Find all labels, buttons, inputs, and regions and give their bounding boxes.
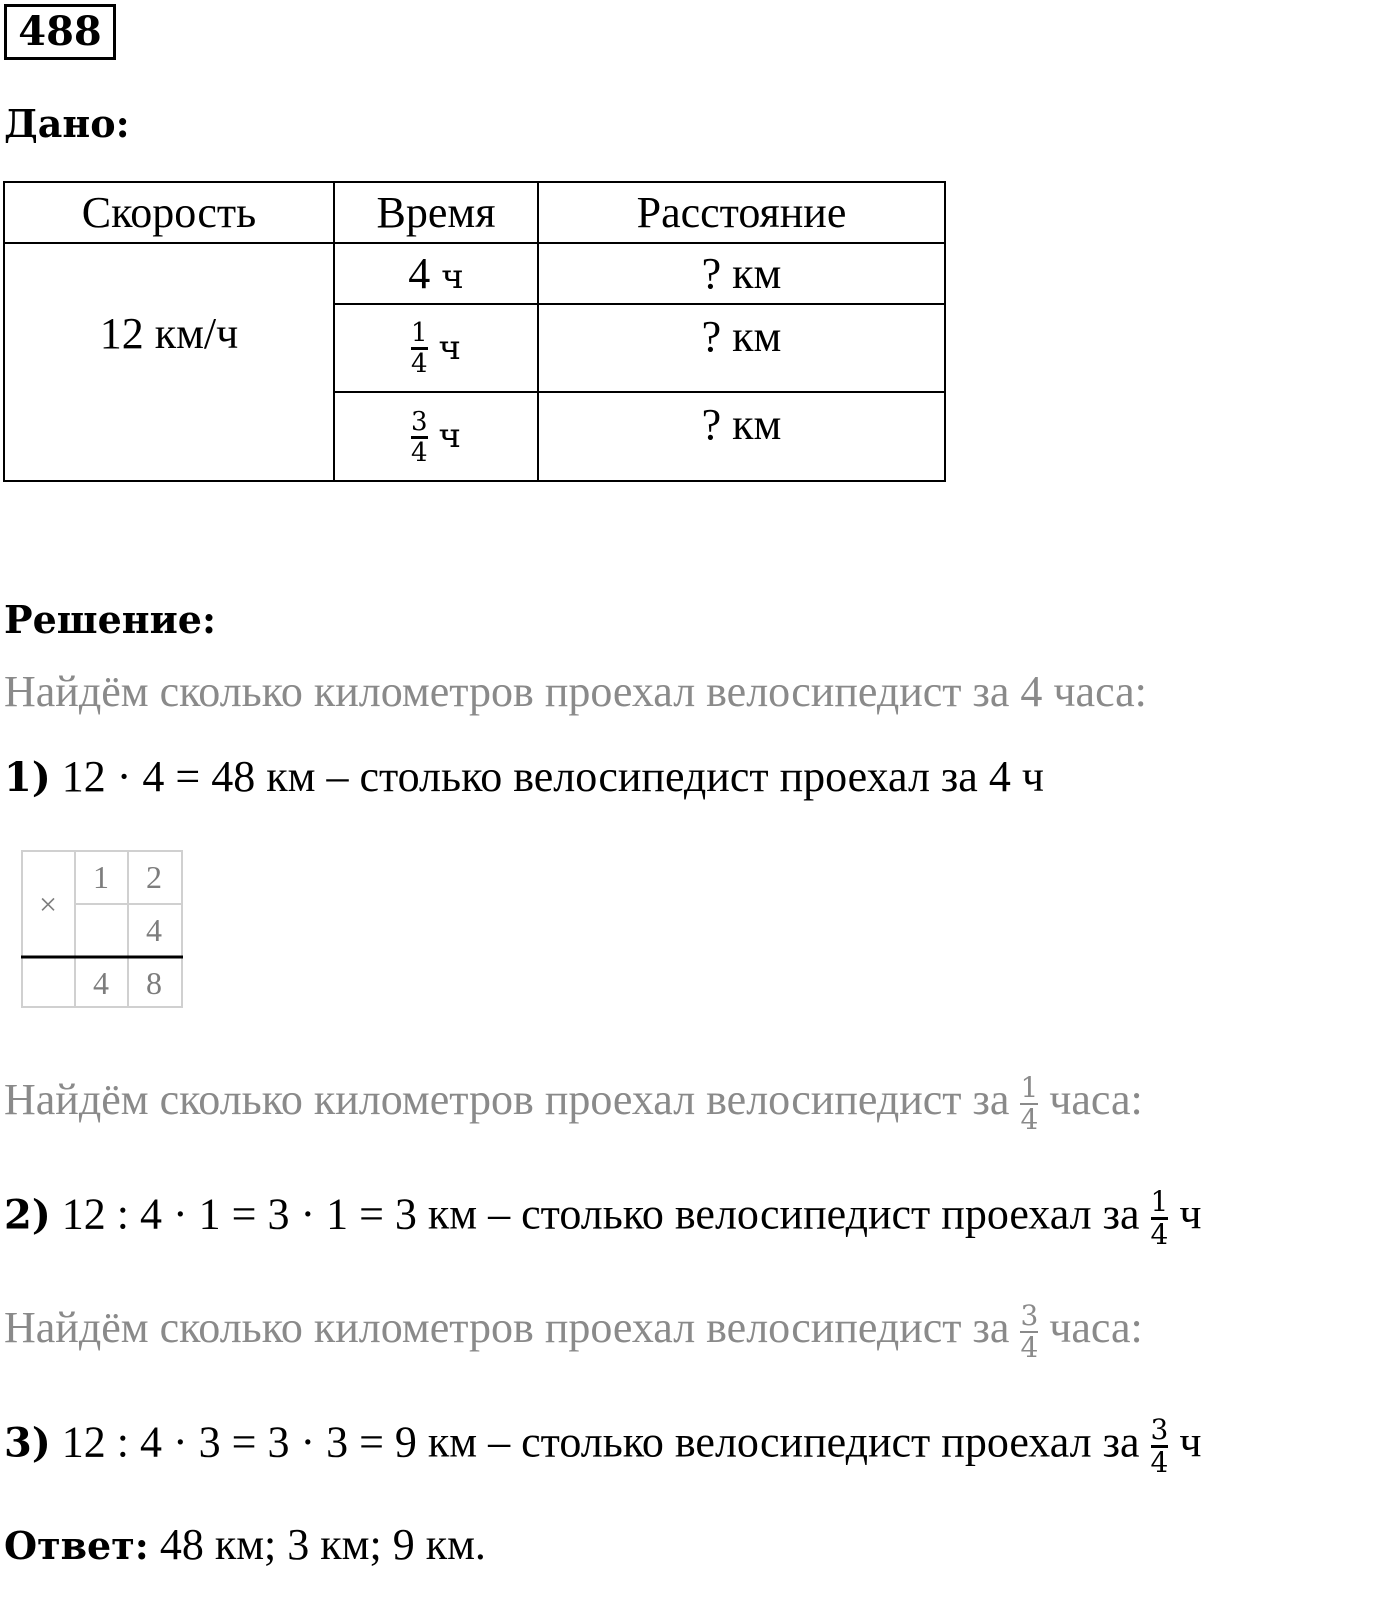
- fraction-denominator: 4: [410, 349, 428, 380]
- distance-cell: ? км: [538, 392, 945, 481]
- fraction-numerator: 3: [1020, 1299, 1039, 1332]
- answer-label: Ответ:: [4, 1523, 149, 1568]
- grid-digit: 8: [146, 965, 162, 1001]
- step-line: [4, 1185, 1202, 1251]
- grid-digit: 4: [93, 965, 109, 1001]
- time-unit: ч: [438, 416, 462, 457]
- hint-tail: часа:: [1049, 1303, 1143, 1353]
- grid-digit: 4: [146, 912, 162, 948]
- time-fraction: [410, 406, 428, 468]
- hint-line: [4, 1299, 1143, 1364]
- step-text: 12 : 4 · 1 = 3 · 1 = 3 км – столько велосипедист проехал за: [61, 1189, 1140, 1239]
- hint-fraction: [1020, 1299, 1039, 1364]
- step-tail: ч: [1179, 1417, 1202, 1467]
- step-number: 2): [4, 1191, 51, 1239]
- header-time: Время: [334, 182, 538, 243]
- fraction-numerator: 3: [410, 406, 428, 437]
- given-table: [3, 181, 946, 482]
- table-row: [4, 243, 945, 304]
- time-cell: [334, 304, 538, 392]
- step-tail: ч: [1179, 1189, 1202, 1239]
- fraction-numerator: 3: [1150, 1413, 1169, 1446]
- hint-line: [4, 1071, 1143, 1136]
- solution-heading: Решение:: [4, 597, 216, 642]
- hint-text: Найдём сколько километров проехал велосипедист за: [4, 1303, 1010, 1353]
- time-value: 4: [408, 249, 431, 298]
- time-unit: ч: [438, 327, 462, 368]
- distance-cell: ? км: [538, 243, 945, 304]
- step-text: 12 · 4 = 48 км – столько велосипедист проехал за 4 ч: [61, 752, 1044, 801]
- hint-line: [4, 667, 1147, 717]
- fraction-denominator: 4: [410, 437, 428, 468]
- step-text: 12 : 4 · 3 = 3 · 3 = 9 км – столько велосипедист проехал за: [61, 1417, 1140, 1467]
- distance-cell: ? км: [538, 304, 945, 392]
- fraction-denominator: 4: [1020, 1103, 1039, 1136]
- step-fraction: [1150, 1413, 1169, 1479]
- multiply-sign: ×: [38, 886, 58, 922]
- time-unit: ч: [441, 257, 464, 297]
- hint-fraction: [1020, 1071, 1039, 1136]
- table-header-row: [4, 182, 945, 243]
- time-fraction: [410, 318, 428, 380]
- answer-text: 48 км; 3 км; 9 км.: [159, 1520, 486, 1569]
- hint-text: Найдём сколько километров проехал велосипедист за: [4, 1075, 1010, 1125]
- given-heading: Дано:: [4, 101, 130, 146]
- step-line: [4, 1413, 1202, 1479]
- speed-cell: 12 км/ч: [4, 243, 334, 481]
- multiplication-grid: [21, 850, 183, 1008]
- grid-digit: [75, 904, 127, 956]
- answer-line: [4, 1520, 486, 1571]
- grid-digit: 2: [146, 859, 162, 895]
- step-fraction: [1150, 1185, 1169, 1251]
- step-number: 3): [4, 1419, 51, 1467]
- header-distance: Расстояние: [538, 182, 945, 243]
- problem-number: 488: [4, 4, 116, 60]
- time-cell: [334, 243, 538, 304]
- grid-digit: 1: [93, 859, 109, 895]
- step-number: 1): [4, 754, 51, 801]
- step-line: [4, 752, 1044, 803]
- hint-text: Найдём сколько километров проехал велосипедист за 4 часа:: [4, 667, 1147, 716]
- fraction-numerator: 1: [410, 318, 428, 349]
- header-speed: Скорость: [4, 182, 334, 243]
- fraction-denominator: 4: [1150, 1218, 1169, 1251]
- fraction-numerator: 1: [1150, 1185, 1169, 1218]
- fraction-denominator: 4: [1020, 1331, 1039, 1364]
- fraction-denominator: 4: [1150, 1446, 1169, 1479]
- time-cell: [334, 392, 538, 481]
- fraction-numerator: 1: [1020, 1071, 1039, 1104]
- hint-tail: часа:: [1049, 1075, 1143, 1125]
